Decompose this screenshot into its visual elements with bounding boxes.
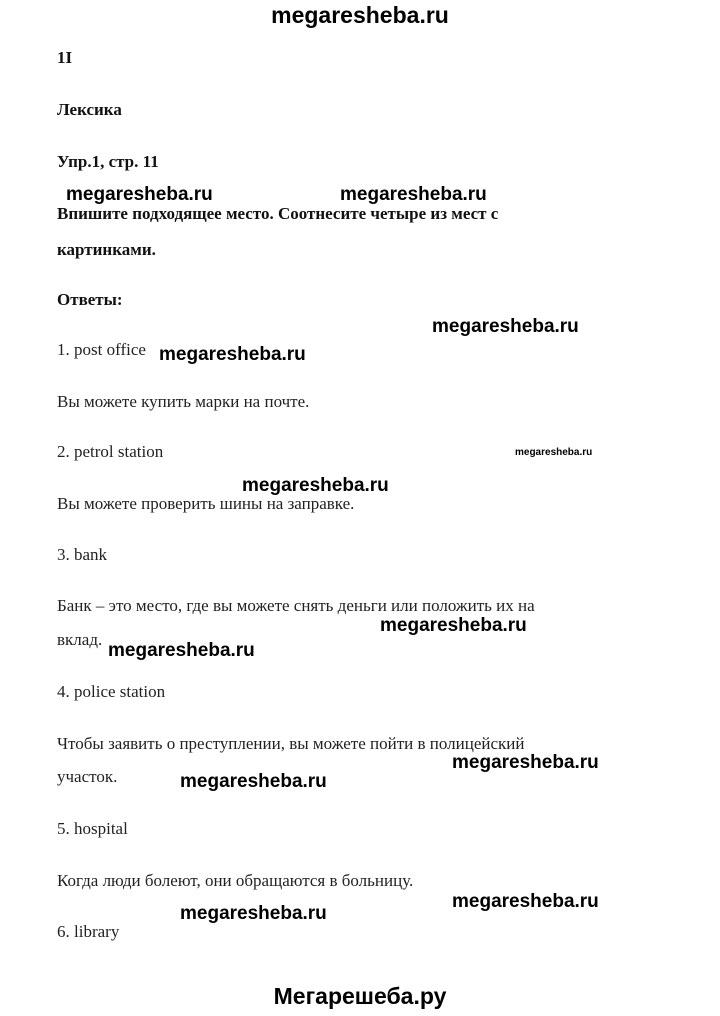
answer-sentence: Когда люди болеют, они обращаются в больницу. [57, 871, 414, 890]
watermark: megaresheba.ru [452, 752, 599, 773]
answer-sentence-continuation: участок. [57, 767, 118, 786]
watermark: megaresheba.ru [242, 475, 389, 496]
watermark: megaresheba.ru [452, 891, 599, 912]
section-title: Лексика [57, 100, 122, 119]
watermark: megaresheba.ru [159, 344, 306, 365]
answer-term: 3. bank [57, 545, 108, 564]
answer-sentence: Вы можете купить марки на почте. [57, 392, 310, 411]
answer-sentence: Вы можете проверить шины на заправке. [57, 494, 355, 513]
watermark: megaresheba.ru [66, 184, 213, 205]
answer-term: 2. petrol station [57, 442, 164, 461]
answer-term: 1. post office [57, 340, 146, 359]
watermark: megaresheba.ru [515, 447, 593, 458]
watermark: megaresheba.ru [432, 316, 579, 337]
watermark: megaresheba.ru [340, 184, 487, 205]
section-number: 1I [57, 48, 73, 67]
answer-sentence-continuation: вклад. [57, 630, 103, 649]
instruction-text: картинками. [57, 240, 156, 259]
watermark: megaresheba.ru [180, 903, 327, 924]
watermark: megaresheba.ru [180, 771, 327, 792]
exercise-reference: Упр.1, стр. 11 [57, 152, 159, 171]
instruction-text: Впишите подходящее место. Соотнесите четыре из мест с [57, 204, 499, 223]
site-header[interactable]: megaresheba.ru [271, 2, 449, 28]
answer-sentence: Банк – это место, где вы можете снять деньги или положить их на [57, 596, 535, 615]
site-footer[interactable]: Мегарешеба.ру [273, 983, 447, 1009]
answer-sentence: Чтобы заявить о преступлении, вы можете пойти в полицейский [57, 734, 525, 753]
watermark: megaresheba.ru [380, 615, 527, 636]
answer-term: 5. hospital [57, 819, 128, 838]
answer-term: 4. police station [57, 682, 166, 701]
answers-heading: Ответы: [57, 290, 123, 309]
answer-term: 6. library [57, 922, 120, 941]
watermark: megaresheba.ru [108, 640, 255, 661]
